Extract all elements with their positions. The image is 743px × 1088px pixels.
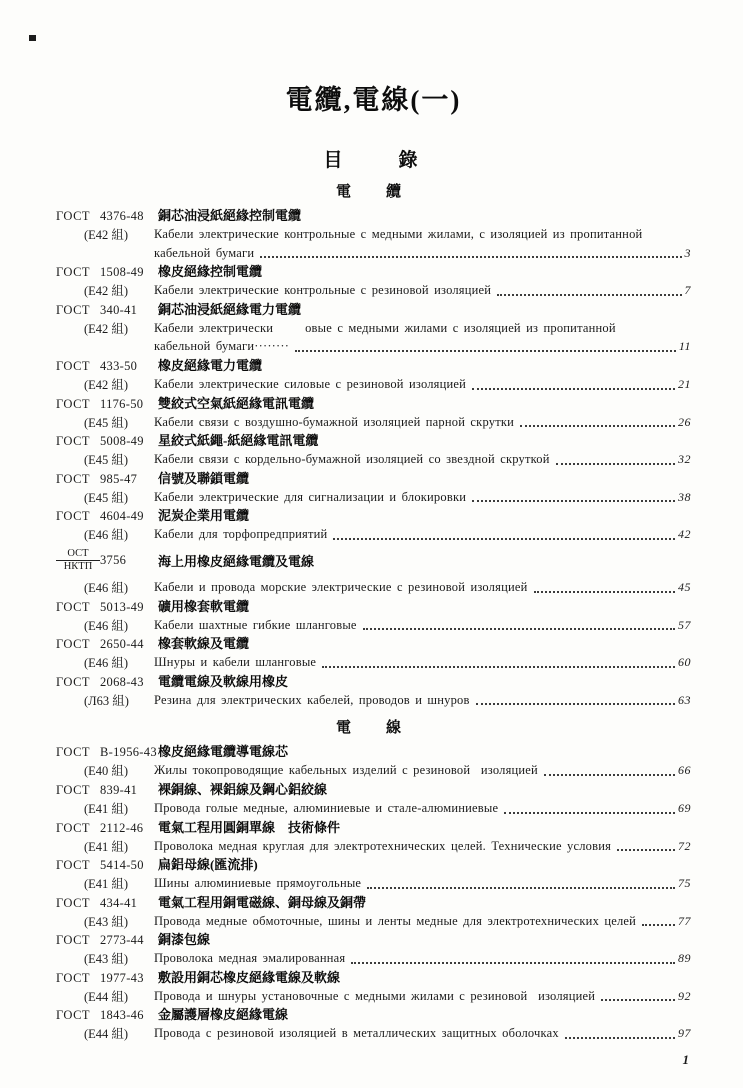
standard-code-wrap — [56, 263, 100, 282]
entry-description-block — [56, 375, 691, 394]
standard-code: ГОСТ — [56, 358, 91, 373]
standard-number: 1843-46 — [100, 1008, 144, 1023]
standard-number: 1176-50 — [100, 396, 144, 411]
entry-description-block — [56, 413, 691, 432]
standard-code: ГОСТ — [56, 933, 91, 948]
description-line — [154, 799, 691, 818]
standard-code: ГОСТ — [56, 674, 91, 689]
dot-leader — [351, 962, 675, 964]
toc-entry — [56, 394, 691, 432]
standard-number: В-1956-43 — [100, 745, 157, 760]
standard-code-wrap — [56, 432, 100, 451]
group-label: (Л63 組) — [84, 693, 129, 708]
entry-page-number: 57 — [678, 617, 691, 632]
standard-code: ГОСТ — [56, 265, 91, 280]
standard-code-wrap — [56, 635, 100, 654]
entry-description-block — [56, 837, 691, 856]
entry-description-block — [56, 319, 691, 356]
group-label: (Е42 組) — [84, 321, 129, 336]
dot-leader — [472, 500, 675, 502]
toc-entry — [56, 597, 691, 635]
standard-code: ГОСТ — [56, 209, 91, 223]
entry-description-block — [56, 987, 691, 1006]
group-label: (Е42 組) — [84, 284, 129, 299]
entry-header-line — [56, 206, 691, 225]
standard-number: 4376-48 — [100, 209, 144, 223]
dot-leader — [333, 538, 675, 540]
entry-description-block — [56, 225, 691, 262]
standard-code: ГОСТ — [56, 895, 91, 910]
entry-header-line — [56, 855, 691, 874]
entry-header-line — [56, 262, 691, 281]
toc-entry — [56, 544, 691, 597]
entry-title-zh: 扁鋁母線(匯流排) — [158, 857, 258, 873]
description-text: Провода и шнуры установочные с медными жилами с резиновой изоляцией — [154, 988, 596, 1003]
description-text: Проволока медная круглая для электротехнических целей. Технические условия — [154, 838, 612, 853]
entry-description-block — [56, 691, 691, 710]
entry-description-block — [56, 799, 691, 818]
entry-page-number: 69 — [678, 800, 691, 815]
entry-page-number: 42 — [678, 527, 691, 542]
standard-number: 433-50 — [100, 358, 138, 373]
description-text: Кабели связи с кордельно-бумажной изоляцией со звездной скруткой — [154, 452, 550, 467]
standard-code-wrap — [56, 395, 100, 414]
toc-entry — [56, 855, 691, 893]
entry-title-zh: 雙絞式空氣紙絕緣電訊電纜 — [158, 395, 315, 411]
entry-description-block — [56, 949, 691, 968]
entry-page-number: 3 — [684, 245, 691, 260]
description-text: Кабели электрические контрольные с резиновой изоляцией — [154, 283, 492, 298]
description-line — [154, 1024, 691, 1043]
group-label: (Е42 組) — [84, 377, 129, 392]
standard-number: 1508-49 — [100, 265, 144, 280]
entry-description-block — [56, 616, 691, 635]
entry-description-block — [56, 578, 691, 597]
entry-header-line — [56, 742, 691, 761]
description-line — [154, 949, 691, 968]
description-lines — [154, 525, 691, 544]
dot-leader — [322, 666, 675, 668]
toc-entry — [56, 506, 691, 544]
entry-page-number: 77 — [678, 913, 691, 928]
description-lines — [154, 987, 691, 1006]
description-lines — [154, 578, 691, 597]
standard-code-wrap — [56, 598, 100, 617]
description-lines — [154, 912, 691, 931]
description-text: Жилы токопроводящие кабельных изделий с резиновой изоляцией — [154, 763, 538, 778]
standard-code: ГОСТ — [56, 782, 91, 797]
entry-description-block — [56, 281, 691, 300]
standard-code: ОСТ — [56, 548, 100, 562]
dot-leader — [642, 924, 675, 926]
description-line — [154, 616, 691, 635]
description-text: Кабели связи с воздушно-бумажной изоляцией парной скрутки — [154, 414, 515, 429]
description-lines — [154, 450, 691, 469]
standard-number: 1977-43 — [100, 970, 144, 985]
description-line — [154, 225, 691, 244]
entry-title-zh: 橡皮絕緣電纜導電線芯 — [158, 744, 289, 760]
entry-description-block — [56, 1024, 691, 1043]
entry-title-zh: 銅芯油浸紙絕緣電力電纜 — [158, 301, 302, 317]
standard-code: ГОСТ — [56, 858, 91, 873]
toc-heading: 目 錄 — [323, 150, 424, 171]
description-line — [154, 375, 691, 394]
description-lines — [154, 691, 691, 710]
toc-entry — [56, 1005, 691, 1043]
description-text: Кабели электрические для сигнализации и блокировки — [154, 489, 467, 504]
standard-number: 5013-49 — [100, 599, 144, 614]
toc-entry — [56, 930, 691, 968]
description-line — [154, 578, 691, 597]
standard-code-wrap — [56, 819, 100, 838]
toc-entry — [56, 818, 691, 856]
standard-code-wrap — [56, 1006, 100, 1025]
standard-number: 5008-49 — [100, 434, 144, 449]
entry-title-zh: 橡皮絕緣控制電纜 — [158, 264, 263, 280]
standard-code-wrap — [56, 301, 100, 320]
entry-page-number: 11 — [678, 339, 691, 354]
document-title: 電纜,電線(一) — [285, 85, 462, 115]
description-lines — [154, 375, 691, 394]
standard-code: ГОСТ — [56, 820, 91, 835]
entry-description-block — [56, 488, 691, 507]
section-heading: 電 線 — [335, 720, 411, 737]
toc-entry — [56, 672, 691, 710]
toc-body — [56, 180, 691, 1043]
entry-title-zh: 電氣工程用銅電磁線、銅母線及銅帶 — [158, 894, 367, 910]
entry-page-number: 89 — [678, 951, 691, 966]
description-lines — [154, 653, 691, 672]
description-lines — [154, 488, 691, 507]
standard-code: ГОСТ — [56, 434, 91, 449]
standard-code-wrap — [56, 507, 100, 526]
group-label: (Е43 組) — [84, 952, 129, 967]
standard-code: ГОСТ — [56, 302, 91, 317]
toc-entry — [56, 780, 691, 818]
entry-header-line — [56, 930, 691, 949]
standard-code-wrap — [56, 894, 100, 913]
group-label: (Е40 組) — [84, 764, 129, 779]
entry-page-number: 66 — [678, 763, 691, 778]
standard-number: 839-41 — [100, 782, 138, 797]
description-text: Провода голые медные, алюминиевые и стале-алюминиевые — [154, 800, 499, 815]
entry-header-line — [56, 893, 691, 912]
dot-leader — [534, 591, 676, 593]
standard-code-denominator: НКТП — [63, 561, 93, 573]
entry-header-line — [56, 356, 691, 375]
standard-number: 2112-46 — [100, 820, 144, 835]
entry-header-line — [56, 672, 691, 691]
standard-code: ГОСТ — [56, 1008, 91, 1023]
entry-page-number: 60 — [678, 655, 691, 670]
entry-page-number: 45 — [678, 579, 691, 594]
standard-number: 5414-50 — [100, 858, 144, 873]
entry-header-line — [56, 431, 691, 450]
description-text: Шины алюминиевые прямоугольные — [154, 876, 362, 891]
description-text: Кабели электрические контрольные с медными жилами, с изоляцией из пропитанной — [154, 227, 643, 241]
description-line — [154, 987, 691, 1006]
standard-code-wrap — [56, 856, 100, 875]
description-lines — [154, 837, 691, 856]
standard-number: 3756 — [100, 553, 127, 568]
dot-leader — [556, 463, 675, 465]
dot-leader — [601, 999, 675, 1001]
entry-title-zh: 橡皮絕緣電力電纜 — [158, 357, 263, 373]
standard-number: 985-47 — [100, 471, 138, 486]
toc-entry — [56, 968, 691, 1006]
description-text: кабельной бумаги — [154, 245, 255, 260]
entry-description-block — [56, 450, 691, 469]
standard-number: 2650-44 — [100, 637, 144, 652]
description-line — [154, 874, 691, 893]
entry-description-block — [56, 874, 691, 893]
description-line — [154, 337, 691, 356]
page-number: 1 — [682, 1052, 689, 1067]
standard-code: ГОСТ — [56, 599, 91, 614]
description-lines — [154, 319, 691, 356]
toc-entry — [56, 742, 691, 780]
entry-page-number: 63 — [678, 692, 691, 707]
entry-page-number: 21 — [678, 376, 691, 391]
description-text: Резина для электрических кабелей, проводов и шнуров — [154, 692, 470, 707]
entry-page-number: 72 — [678, 838, 691, 853]
standard-code: ГОСТ — [56, 637, 91, 652]
entry-header-line — [56, 780, 691, 799]
entry-header-line — [56, 818, 691, 837]
entry-page-number: 97 — [678, 1026, 691, 1041]
standard-code: ГОСТ — [56, 970, 91, 985]
entry-header-line — [56, 597, 691, 616]
group-label: (Е45 組) — [84, 453, 129, 468]
dot-leader — [497, 294, 681, 296]
entry-page-number: 7 — [684, 283, 691, 298]
group-label: (Е42 組) — [84, 228, 129, 242]
description-text: кабельной бумаги········ — [154, 339, 290, 354]
group-label: (Е41 組) — [84, 877, 129, 892]
standard-code: ГОСТ — [56, 396, 91, 411]
group-label: (Е41 組) — [84, 839, 129, 854]
entry-page-number: 32 — [678, 452, 691, 467]
dot-leader — [476, 703, 675, 705]
dot-leader — [260, 256, 681, 258]
standard-code-wrap — [56, 673, 100, 692]
description-text: Провода медные обмоточные, шины и ленты медные для электротехнических целей — [154, 913, 637, 928]
entry-header-line — [56, 394, 691, 413]
dot-leader — [367, 887, 675, 889]
standard-code-wrap — [56, 470, 100, 489]
description-lines — [154, 761, 691, 780]
group-label: (Е46 組) — [84, 580, 129, 595]
description-line — [154, 837, 691, 856]
description-line — [154, 525, 691, 544]
entry-title-zh: 星絞式紙繩-紙絕緣電訊電纜 — [158, 433, 319, 449]
description-text: Кабели для торфопредприятий — [154, 527, 328, 542]
standard-code-wrap — [56, 931, 100, 950]
description-line — [154, 281, 691, 300]
entry-header-line — [56, 506, 691, 525]
toc-entry — [56, 634, 691, 672]
standard-number: 340-41 — [100, 302, 138, 317]
dot-leader — [565, 1037, 675, 1039]
entry-title-zh: 海上用橡皮絕緣電纜及電線 — [158, 554, 315, 570]
description-lines — [154, 949, 691, 968]
standard-code: ГОСТ — [56, 745, 91, 760]
group-label: (Е44 組) — [84, 989, 129, 1004]
toc-entry — [56, 206, 691, 262]
description-text: Кабели электрические силовые с резиновой изоляцией — [154, 376, 467, 391]
entry-header-line — [56, 968, 691, 987]
entry-title-zh: 銅漆包線 — [158, 932, 211, 948]
entry-header-line — [56, 544, 691, 578]
entry-title-zh: 泥炭企業用電纜 — [158, 508, 250, 524]
entry-description-block — [56, 761, 691, 780]
dot-leader — [363, 628, 675, 630]
dot-leader — [520, 425, 675, 427]
entry-title-zh: 礦用橡套軟電纜 — [158, 598, 250, 614]
entry-header-line — [56, 1005, 691, 1024]
standard-number: 4604-49 — [100, 509, 144, 524]
dot-leader — [617, 849, 675, 851]
entry-page-number: 26 — [678, 414, 691, 429]
entry-page-number: 75 — [678, 876, 691, 891]
standard-number: 2773-44 — [100, 933, 144, 948]
dot-leader — [504, 812, 675, 814]
entry-title-zh: 敷設用銅芯橡皮絕緣電線及軟線 — [158, 969, 341, 985]
description-text: Провода с резиновой изоляцией в металлических защитных оболочках — [154, 1026, 559, 1041]
description-lines — [154, 616, 691, 635]
entry-title-zh: 電氣工程用圓銅單線 技術條件 — [158, 819, 341, 835]
toc-entry — [56, 300, 691, 356]
description-line — [154, 912, 691, 931]
description-line — [154, 413, 691, 432]
description-text: Шнуры и кабели шланговые — [154, 655, 317, 670]
standard-code-wrap — [56, 781, 100, 800]
description-lines — [154, 413, 691, 432]
description-lines — [154, 225, 691, 262]
description-text: Кабели электрически овые с медными жилами с изоляцией из пропитанной — [154, 320, 616, 335]
description-text: Кабели шахтные гибкие шланговые — [154, 617, 357, 632]
entry-header-line — [56, 300, 691, 319]
description-line — [154, 653, 691, 672]
standard-number: 2068-43 — [100, 674, 144, 689]
dot-leader — [472, 388, 675, 390]
entry-title-zh: 信號及聯鎖電纜 — [158, 470, 250, 486]
entry-description-block — [56, 525, 691, 544]
description-lines — [154, 874, 691, 893]
scan-artifact — [29, 35, 36, 41]
standard-code: ГОСТ — [56, 471, 91, 486]
toc-entry — [56, 356, 691, 394]
dot-leader — [544, 774, 675, 776]
entry-title-zh: 電纜電線及軟線用橡皮 — [158, 673, 289, 689]
standard-code: ГОСТ — [56, 509, 91, 524]
description-lines — [154, 281, 691, 300]
entry-header-line — [56, 469, 691, 488]
standard-code-wrap — [56, 207, 100, 226]
group-label: (Е46 組) — [84, 656, 129, 671]
group-label: (Е46 組) — [84, 528, 129, 543]
toc-entry — [56, 431, 691, 469]
standard-code-wrap — [56, 548, 100, 574]
entry-page-number: 38 — [678, 489, 691, 504]
entry-description-block — [56, 912, 691, 931]
description-line — [154, 450, 691, 469]
entry-title-zh: 橡套軟線及電纜 — [158, 636, 250, 652]
standard-code-wrap — [56, 969, 100, 988]
toc-entry — [56, 469, 691, 507]
description-line — [154, 691, 691, 710]
toc-entry — [56, 262, 691, 300]
standard-code-wrap — [56, 743, 100, 762]
description-line — [154, 488, 691, 507]
description-text: Кабели и провода морские электрические с резиновой изоляцией — [154, 579, 528, 594]
group-label: (Е45 組) — [84, 490, 129, 505]
description-lines — [154, 799, 691, 818]
entry-header-line — [56, 634, 691, 653]
standard-code-wrap — [56, 357, 100, 376]
description-lines — [154, 1024, 691, 1043]
entry-title-zh: 裸銅線、裸鋁線及鋼心鋁絞線 — [158, 781, 328, 797]
entry-title-zh: 金屬護層橡皮絕緣電線 — [158, 1007, 289, 1023]
group-label: (Е45 組) — [84, 415, 129, 430]
section-heading: 電 纜 — [335, 184, 411, 200]
group-label: (Е44 組) — [84, 1027, 129, 1042]
dot-leader — [295, 350, 676, 352]
group-label: (Е46 組) — [84, 618, 129, 633]
description-line — [154, 244, 691, 263]
entry-title-zh: 銅芯油浸紙絕緣控制電纜 — [158, 208, 302, 223]
group-label: (Е41 組) — [84, 801, 129, 816]
group-label: (Е43 組) — [84, 914, 129, 929]
description-line — [154, 319, 691, 338]
description-text: Проволока медная эмалированная — [154, 951, 346, 966]
entry-description-block — [56, 653, 691, 672]
entry-page-number: 92 — [678, 988, 691, 1003]
standard-number: 434-41 — [100, 895, 138, 910]
toc-entry — [56, 893, 691, 931]
description-line — [154, 761, 691, 780]
